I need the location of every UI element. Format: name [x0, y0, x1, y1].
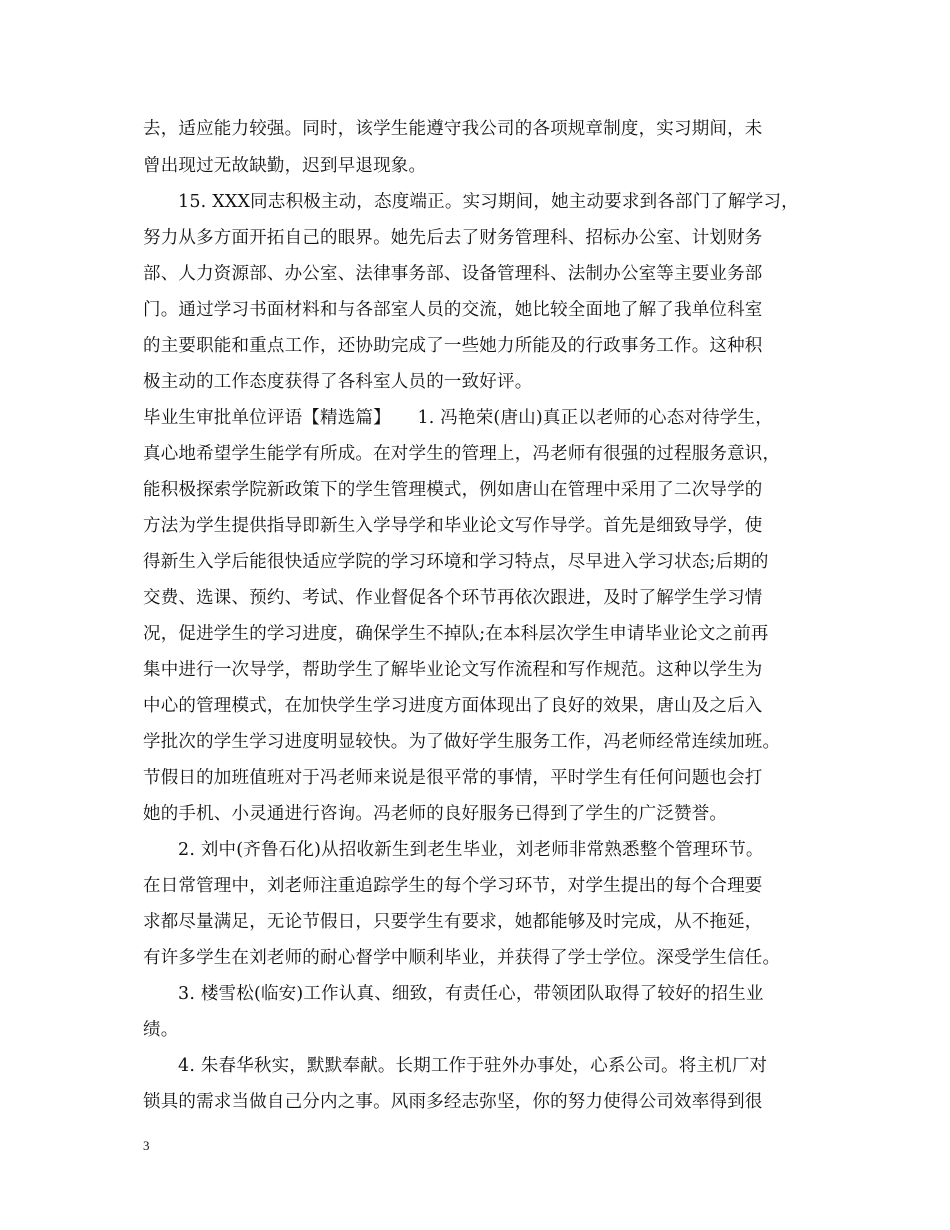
text-line: 交费、选课、预约、考试、作业督促各个环节再依次跟进，及时了解学生学习情: [143, 588, 763, 608]
text-line: 在日常管理中，刘老师注重追踪学生的每个学习环节，对学生提出的每个合理要: [143, 876, 763, 896]
text-line: 曾出现过无故缺勤，迟到早退现象。: [143, 156, 427, 176]
text-line: 15. XXX同志积极主动，态度端正。实习期间，她主动要求到各部门了解学习，: [178, 192, 799, 212]
text-line: 毕业生审批单位评语【精选篇】 1. 冯艳荣(唐山)真正以老师的心态对待学生，: [143, 408, 773, 428]
text-line: 部、人力资源部、办公室、法律事务部、设备管理科、法制办公室等主要业务部: [143, 264, 763, 284]
text-line: 求都尽量满足，无论节假日，只要学生有要求，她都能够及时完成，从不拖延，: [143, 912, 763, 932]
text-line: 的主要职能和重点工作，还协助完成了一些她力所能及的行政事务工作。这种积: [143, 336, 763, 356]
text-line: 绩。: [143, 1020, 179, 1040]
text-line: 中心的管理模式，在加快学生学习进度方面体现出了良好的效果，唐山及之后入: [143, 696, 763, 716]
text-line: 门。通过学习书面材料和与各部室人员的交流，她比较全面地了解了我单位科室: [143, 300, 763, 320]
page-number: 3: [143, 1138, 150, 1153]
text-line: 集中进行一次导学，帮助学生了解毕业论文写作流程和写作规范。这种以学生为: [143, 660, 763, 680]
text-line: 节假日的加班值班对于冯老师来说是很平常的事情，平时学生有任何问题也会打: [143, 768, 763, 788]
text-line: 4. 朱春华秋实，默默奉献。长期工作于驻外办事处，心系公司。将主机厂对: [178, 1056, 768, 1076]
text-line: 3. 楼雪松(临安)工作认真、细致，有责任心，带领团队取得了较好的招生业: [178, 984, 764, 1004]
text-line: 2. 刘中(齐鲁石化)从招收新生到老生毕业，刘老师非常熟悉整个管理环节。: [178, 840, 764, 860]
text-line: 努力从多方面开拓自己的眼界。她先后去了财务管理科、招标办公室、计划财务: [143, 228, 763, 248]
text-line: 锁具的需求当做自己分内之事。风雨多经志弥坚，你的努力使得公司效率得到很: [143, 1092, 763, 1112]
text-line: 去，适应能力较强。同时，该学生能遵守我公司的各项规章制度，实习期间，未: [143, 119, 763, 139]
text-line: 方法为学生提供指导即新生入学导学和毕业论文写作导学。首先是细致导学，使: [143, 516, 763, 536]
text-line: 能积极探索学院新政策下的学生管理模式，例如唐山在管理中采用了二次导学的: [143, 480, 763, 500]
text-line: 极主动的工作态度获得了各科室人员的一致好评。: [143, 372, 533, 392]
text-line: 学批次的学生学习进度明显较快。为了做好学生服务工作，冯老师经常连续加班。: [143, 732, 781, 752]
text-line: 真心地希望学生能学有所成。在对学生的管理上，冯老师有很强的过程服务意识，: [143, 444, 781, 464]
text-line: 有许多学生在刘老师的耐心督学中顺利毕业，并获得了学士学位。深受学生信任。: [143, 948, 781, 968]
text-line: 得新生入学后能很快适应学院的学习环境和学习特点，尽早进入学习状态;后期的: [143, 552, 769, 572]
text-line: 况，促进学生的学习进度，确保学生不掉队;在本科层次学生申请毕业论文之前再: [143, 624, 769, 644]
text-line: 她的手机、小灵通进行咨询。冯老师的良好服务已得到了学生的广泛赞誉。: [143, 804, 728, 824]
